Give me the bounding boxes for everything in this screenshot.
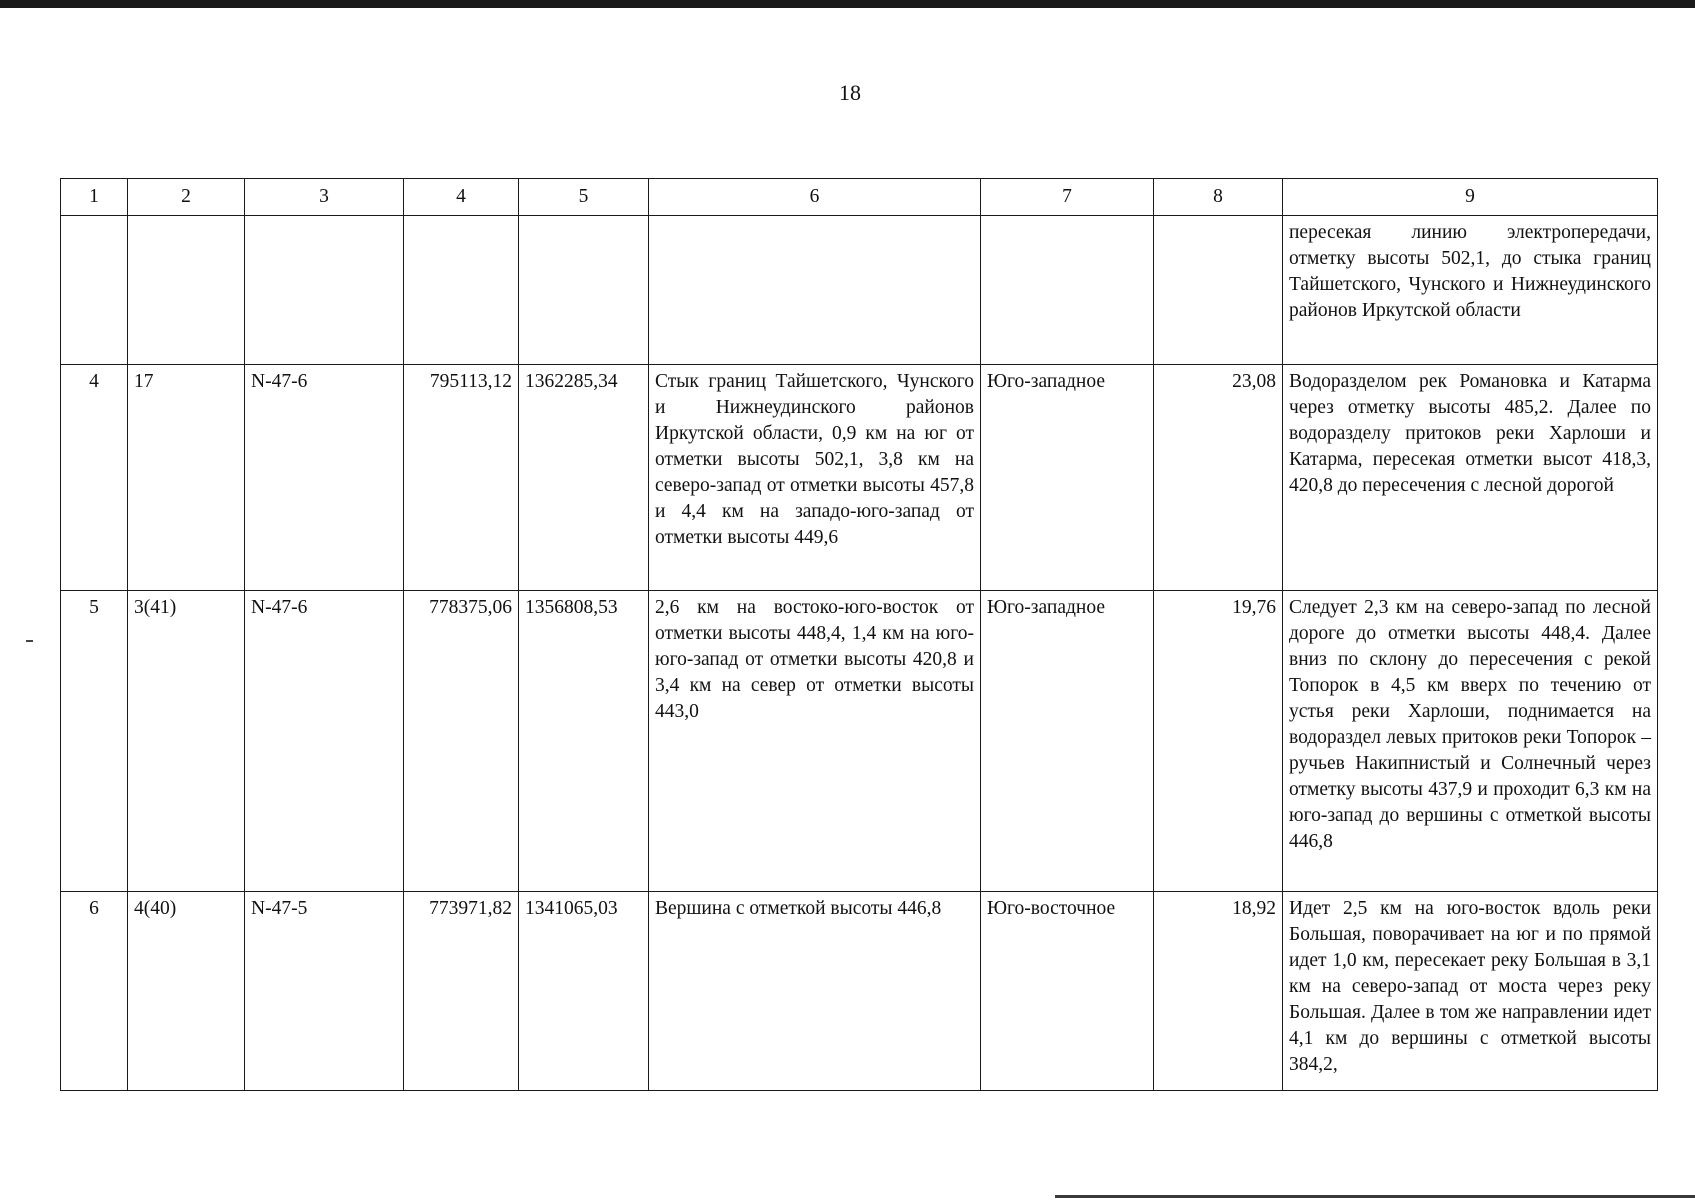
cell-location: 2,6 км на востоко-юго-восток от отметки высоты 448,4, 1,4 км на юго-юго-запад от отметки высоты 420,8 и 3,4 км на север от отметки высоты 443,0 [649,591,981,892]
cell-coordinate-y: 1356808,53 [519,591,649,892]
cell-coordinate-y: 1362285,34 [519,365,649,591]
cell-point [128,216,245,365]
cell-length [1154,216,1283,365]
cell-location: Вершина с отметкой высоты 446,8 [649,892,981,1091]
scan-mark [26,640,33,642]
cell-description: Идет 2,5 км на юго-восток вдоль реки Большая, поворачивает на юг и по прямой идет 1,0 км, пересекает реку Большая в 3,1 км на северо-запад от моста через реку Большая. Далее в том же направлении идет 4,1 км до вершины с отметкой высоты 384,2, [1283,892,1658,1091]
cell-point: 4(40) [128,892,245,1091]
cell-coordinate-x [404,216,519,365]
column-header-4: 4 [404,179,519,216]
header-row [61,179,1658,216]
cell-length: 23,08 [1154,365,1283,591]
table-row [61,892,1658,1091]
cell-coordinate-y: 1341065,03 [519,892,649,1091]
cell-coordinate-x: 778375,06 [404,591,519,892]
column-header-2: 2 [128,179,245,216]
cell-description: Водоразделом рек Романовка и Катарма через отметку высоты 485,2. Далее по водоразделу притоков реки Харлоши и Катарма, пересекая отметки высот 418,3, 420,8 до пересечения с лесной дорогой [1283,365,1658,591]
cell-map-sheet: N-47-6 [245,365,404,591]
table-row [61,591,1658,892]
cell-description: пересекая линию электропередачи, отметку высоты 502,1, до стыка границ Тайшетского, Чунского и Нижнеудинского районов Иркутской области [1283,216,1658,365]
cell-number [61,216,128,365]
cell-coordinate-x: 795113,12 [404,365,519,591]
cell-coordinate-y [519,216,649,365]
top-scan-border [0,0,1695,8]
cell-number: 5 [61,591,128,892]
table-row [61,365,1658,591]
cell-point: 3(41) [128,591,245,892]
cell-location [649,216,981,365]
column-header-5: 5 [519,179,649,216]
column-header-6: 6 [649,179,981,216]
cell-map-sheet: N-47-6 [245,591,404,892]
cell-number: 6 [61,892,128,1091]
cell-map-sheet: N-47-5 [245,892,404,1091]
table-row [61,216,1658,365]
cell-coordinate-x: 773971,82 [404,892,519,1091]
cell-map-sheet [245,216,404,365]
column-header-7: 7 [981,179,1154,216]
boundary-table [60,178,1658,1091]
cell-direction: Юго-западное [981,365,1154,591]
column-header-8: 8 [1154,179,1283,216]
cell-length: 19,76 [1154,591,1283,892]
column-header-3: 3 [245,179,404,216]
cell-direction: Юго-восточное [981,892,1154,1091]
page-number: 18 [839,80,861,105]
cell-length: 18,92 [1154,892,1283,1091]
cell-direction [981,216,1154,365]
cell-point: 17 [128,365,245,591]
column-header-1: 1 [61,179,128,216]
cell-direction: Юго-западное [981,591,1154,892]
footer-rule [1055,1195,1695,1198]
column-header-9: 9 [1283,179,1658,216]
cell-description: Следует 2,3 км на северо-запад по лесной дороге до отметки высоты 448,4. Далее вниз по склону до пересечения с рекой Топорок в 4,5 км вверх по течению от устья реки Харлоши, поднимается на водораздел левых притоков реки Топорок – ручьев Накипнистый и Солнечный через отметку высоты 437,9 и проходит 6,3 км на юго-запад до вершины с отметкой высоты 446,8 [1283,591,1658,892]
cell-number: 4 [61,365,128,591]
cell-location: Стык границ Тайшетского, Чунского и Нижнеудинского районов Иркутской области, 0,9 км на юг от отметки высоты 502,1, 3,8 км на северо-запад от отметки высоты 457,8 и 4,4 км на западо-юго-запад от отметки высоты 449,6 [649,365,981,591]
